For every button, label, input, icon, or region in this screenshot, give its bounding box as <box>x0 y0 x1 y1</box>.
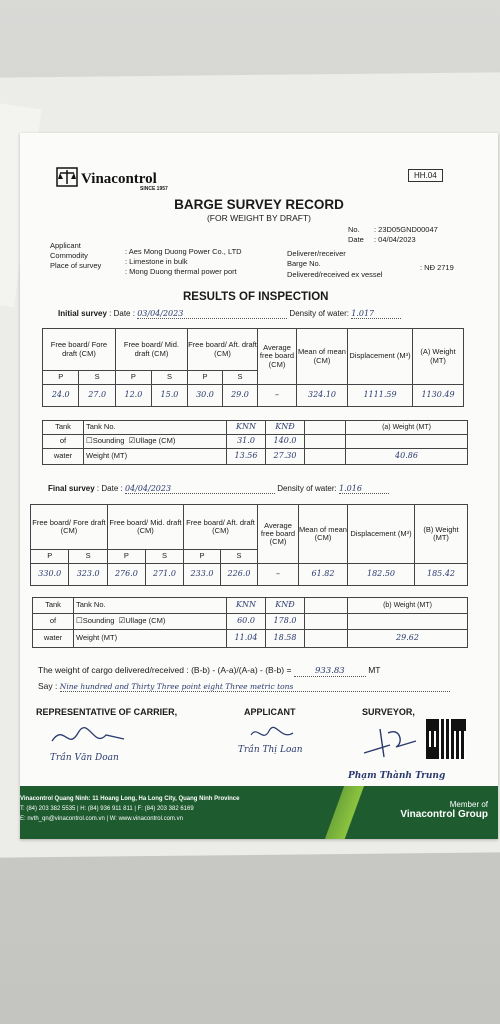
deliverer-label: Deliverer/receiver <box>287 249 346 258</box>
document-title: BARGE SURVEY RECORD <box>174 197 344 212</box>
col-s: S <box>145 550 183 564</box>
weight-label: Weight (MT) <box>84 449 227 465</box>
total-b: 29.62 <box>348 630 468 648</box>
results-title: RESULTS OF INSPECTION <box>183 291 329 303</box>
tank-label: Tank <box>43 421 84 435</box>
table-cell: 1111.59 <box>348 385 413 407</box>
form-code: HH.04 <box>408 169 443 182</box>
col-p: P <box>31 550 69 564</box>
col-p: P <box>187 371 222 385</box>
table-cell: 226.0 <box>220 564 257 586</box>
ullage-1: 31.0 <box>227 435 266 449</box>
final-tank-table <box>32 597 468 648</box>
table-cell: 233.0 <box>183 564 220 586</box>
header-disp: Displacement (M³) <box>348 505 415 564</box>
tank-1-name: KNN <box>227 421 266 435</box>
table-cell: 24.0 <box>43 385 79 407</box>
table-cell: 185.42 <box>415 564 468 586</box>
header-weight-b: (B) Weight (MT) <box>415 505 468 564</box>
col-p: P <box>115 371 151 385</box>
initial-survey-label: Initial survey <box>58 309 107 318</box>
ullage-2: 178.0 <box>266 614 305 630</box>
table-cell: 323.0 <box>69 564 107 586</box>
surveyor-name: Phạm Thành Trung <box>348 771 446 781</box>
header-avg: Average free board (CM) <box>258 505 299 564</box>
initial-date-prefix: : Date : <box>109 309 135 318</box>
cargo-weight-label: The weight of cargo delivered/received : (B-b) - (A-a)/(A-a) - (B-b) = <box>38 665 292 675</box>
record-date-label: Date <box>348 235 364 244</box>
table-cell: 30.0 <box>187 385 222 407</box>
say-line <box>38 681 450 692</box>
weight-2: 27.30 <box>266 449 305 465</box>
header-weight-a: (A) Weight (MT) <box>413 329 464 385</box>
final-draft-table <box>30 504 468 586</box>
col-s: S <box>151 371 187 385</box>
sounding-option: ☐Sounding <box>76 616 115 626</box>
ullage-1: 60.0 <box>227 614 266 630</box>
tank-water-label: water <box>43 449 84 465</box>
table-cell: 330.0 <box>31 564 69 586</box>
footer-stripe <box>320 786 380 839</box>
member-of-label: Member of <box>449 800 488 809</box>
header-fore: Free board/ Fore draft (CM) <box>43 329 116 371</box>
delivered-label: Delivered/received ex vessel <box>287 270 383 279</box>
header-mid: Free board/ Mid. draft (CM) <box>107 505 183 550</box>
cargo-weight-line <box>38 665 380 677</box>
header-avg: Average free board (CM) <box>258 329 297 385</box>
carrier-name: Trần Văn Doan <box>50 753 119 763</box>
footer-address: Vinacontrol Quang Ninh: 11 Hoang Long, Ha Long City, Quang Ninh Province <box>20 796 240 802</box>
qr-code <box>426 719 466 759</box>
tank-label: Tank <box>33 598 74 614</box>
table-cell: 324.10 <box>297 385 348 407</box>
group-name: Vinacontrol Group <box>400 809 488 820</box>
surveyor-signature <box>360 723 422 763</box>
header-aft: Free board/ Aft. draft (CM) <box>183 505 257 550</box>
col-s: S <box>222 371 257 385</box>
tank-no-label: Tank No. <box>74 598 227 614</box>
footer-phone: T: (84) 203 382 5535 | H: (84) 936 911 811 | F: (84) 203 382 6169 <box>20 806 194 812</box>
tank-of-label: of <box>33 614 74 630</box>
document-footer <box>20 786 498 839</box>
tank-no-label: Tank No. <box>84 421 227 435</box>
weight-label: Weight (MT) <box>74 630 227 648</box>
initial-density: 1.017 <box>351 309 401 319</box>
table-cell: 27.0 <box>79 385 115 407</box>
commodity-value: : Limestone in bulk <box>125 257 188 266</box>
survey-record-document <box>20 133 498 839</box>
sounding-option: ☐Sounding <box>86 436 125 446</box>
final-density: 1.016 <box>339 484 389 494</box>
tank-2-name: KNĐ <box>266 598 305 614</box>
record-date-value: : 04/04/2023 <box>374 235 416 244</box>
result-a-label: (a) Weight (MT) <box>346 421 468 435</box>
record-no-label: No. <box>348 225 360 234</box>
final-survey-label: Final survey <box>48 484 95 493</box>
ullage-2: 140.0 <box>266 435 305 449</box>
record-no-value: : 23D05GND00047 <box>374 225 438 234</box>
table-cell: 276.0 <box>107 564 145 586</box>
company-logo <box>56 167 157 188</box>
cargo-weight-value: 933.83 <box>294 666 366 677</box>
final-date: 04/04/2023 <box>125 484 275 494</box>
weight-2: 18.58 <box>266 630 305 648</box>
place-value: : Mong Duong thermal power port <box>125 267 237 276</box>
tank-water-label: water <box>33 630 74 648</box>
commodity-label: Commodity <box>50 251 88 260</box>
surveyor-label: SURVEYOR, <box>362 707 415 717</box>
table-cell: 15.0 <box>151 385 187 407</box>
applicant-signature-label: APPLICANT <box>244 707 296 717</box>
initial-date: 03/04/2023 <box>137 309 287 319</box>
table-cell: 61.82 <box>299 564 348 586</box>
scales-logo-icon <box>56 167 78 187</box>
header-fore: Free board/ Fore draft (CM) <box>31 505 108 550</box>
ullage-option: ☑Ullage (CM) <box>128 436 176 446</box>
carrier-label: REPRESENTATIVE OF CARRIER, <box>36 707 178 717</box>
header-mid: Free board/ Mid. draft (CM) <box>115 329 187 371</box>
initial-survey-line <box>58 309 401 319</box>
col-p: P <box>183 550 220 564</box>
barge-label: Barge No. <box>287 259 321 268</box>
table-cell: – <box>258 564 299 586</box>
tank-1-name: KNN <box>227 598 266 614</box>
say-value: Nine hundred and Thirty Three point eight Three metric tons <box>60 682 450 692</box>
method-options <box>74 614 227 630</box>
applicant-value: : Aes Mong Duong Power Co., LTD <box>125 247 242 256</box>
table-cell: 12.0 <box>115 385 151 407</box>
result-b-label: (b) Weight (MT) <box>348 598 468 614</box>
ullage-option: ☑Ullage (CM) <box>118 616 166 626</box>
tank-of-label: of <box>43 435 84 449</box>
header-aft: Free board/ Aft. draft (CM) <box>187 329 257 371</box>
applicant-name: Trần Thị Loan <box>238 745 303 755</box>
table-cell: 1130.49 <box>413 385 464 407</box>
header-mean: Mean of mean (CM) <box>299 505 348 564</box>
header-mean: Mean of mean (CM) <box>297 329 348 385</box>
since-text: SINCE 1957 <box>140 186 168 192</box>
company-name: Vinacontrol <box>81 171 157 187</box>
footer-email: E: nvth_qn@vinacontrol.com.vn | W: www.vinacontrol.com.vn <box>20 816 183 822</box>
cargo-weight-unit: MT <box>368 665 381 675</box>
col-p: P <box>43 371 79 385</box>
table-cell: 271.0 <box>145 564 183 586</box>
col-s: S <box>220 550 257 564</box>
method-options <box>84 435 227 449</box>
final-survey-line <box>48 484 389 494</box>
place-label: Place of survey <box>50 261 102 270</box>
header-disp: Displacement (M³) <box>348 329 413 385</box>
table-cell: – <box>258 385 297 407</box>
barge-value: : NĐ 2719 <box>420 263 454 272</box>
footer-member <box>400 800 488 820</box>
final-density-label: Density of water: <box>277 484 337 493</box>
weight-1: 13.56 <box>227 449 266 465</box>
tank-2-name: KNĐ <box>266 421 305 435</box>
applicant-signature <box>245 723 305 747</box>
col-s: S <box>69 550 107 564</box>
total-a: 40.86 <box>346 449 468 465</box>
initial-draft-table <box>42 328 464 407</box>
initial-density-label: Density of water: <box>289 309 349 318</box>
col-s: S <box>79 371 115 385</box>
col-p: P <box>107 550 145 564</box>
say-label: Say : <box>38 681 58 691</box>
table-cell: 182.50 <box>348 564 415 586</box>
applicant-label: Applicant <box>50 241 81 250</box>
weight-1: 11.04 <box>227 630 266 648</box>
document-subtitle: (FOR WEIGHT BY DRAFT) <box>206 213 312 223</box>
initial-tank-table <box>42 420 468 465</box>
final-date-prefix: : Date : <box>96 484 123 493</box>
table-cell: 29.0 <box>222 385 257 407</box>
